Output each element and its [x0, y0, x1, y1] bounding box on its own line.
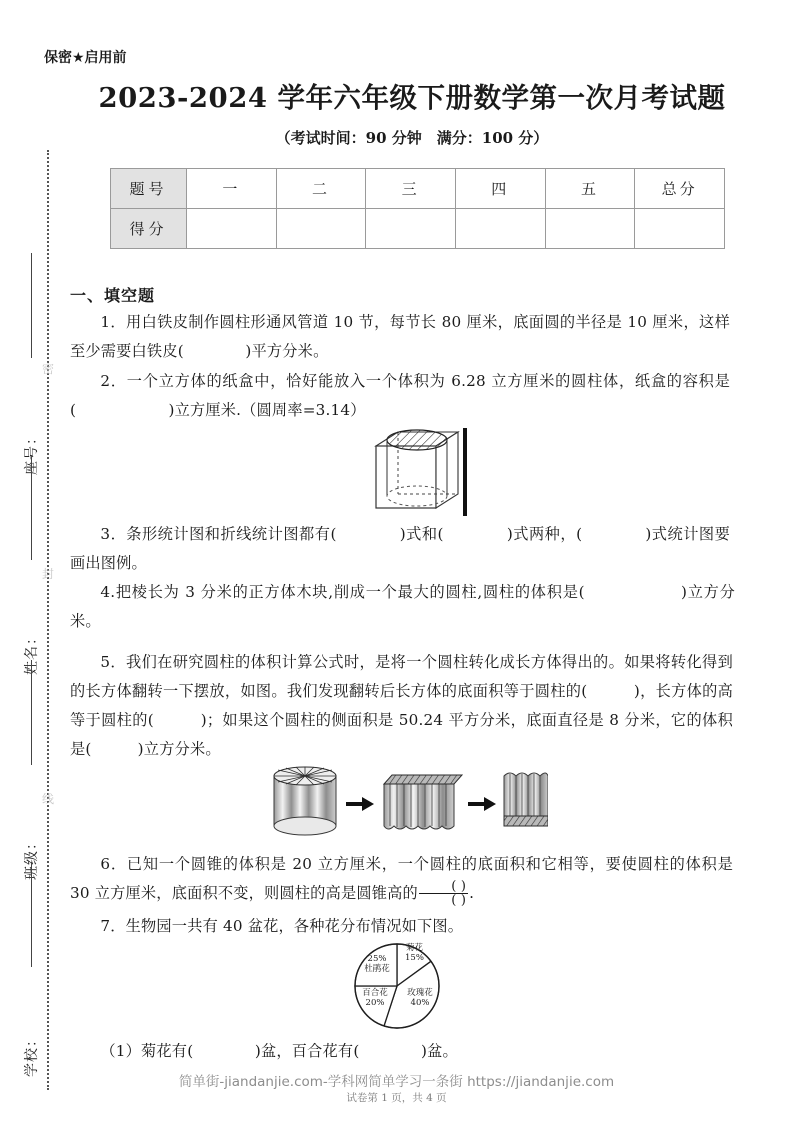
question-4: 4.把棱长为 3 分米的正方体木块,削成一个最大的圆柱,圆柱的体积是( )立方分米。 — [70, 583, 735, 630]
question-1: 1．用白铁皮制作圆柱形通风管道 10 节，每节长 80 厘米，底面圆的半径是 10 厘米，这样至少需要白铁皮( )平方分米。 — [70, 313, 730, 360]
question-6-fraction — [419, 880, 468, 907]
table-row-scores — [111, 209, 725, 249]
score-cell-2[interactable] — [366, 209, 456, 249]
seal-field-seat-number: 座号： — [24, 430, 40, 475]
question-6-text: 6．已知一个圆锥的体积是 20 立方厘米，一个圆柱的底面积和它相等，要使圆柱的体积是 30 立方厘米，底面积不变，则圆柱的高是圆锥高的 — [70, 855, 733, 902]
exam-subtitle: （考试时间：90 分钟 满分：100 分） — [275, 129, 549, 147]
question-2: 2．一个立方体的纸盒中，恰好能放入一个体积为 6.28 立方厘米的圆柱体，纸盒的容积是( )立方厘米.（圆周率=3.14） — [70, 372, 730, 419]
figure-cylinder-to-cuboid-transformation — [258, 762, 548, 842]
score-table-col-0: 一 — [187, 169, 277, 209]
score-cell-5[interactable] — [635, 209, 725, 249]
score-table-col-3: 四 — [455, 169, 545, 209]
secret-label: 保密★启用前 — [44, 50, 127, 66]
figure-cube-with-inscribed-cylinder — [358, 424, 478, 524]
score-table-col-1: 二 — [276, 169, 366, 209]
section-title-fill-in-blanks: 一、填空题 — [70, 286, 156, 305]
score-table-col-2: 三 — [366, 169, 456, 209]
score-table-row-header-0: 题号 — [111, 169, 187, 209]
seal-dotted-line — [47, 150, 49, 1090]
arrow-right-icon-2 — [468, 797, 496, 811]
pie-label-chrysanthemum: 菊花 15% — [405, 943, 424, 963]
score-cell-4[interactable] — [545, 209, 635, 249]
seal-sidebar — [0, 0, 62, 1122]
score-cell-3[interactable] — [455, 209, 545, 249]
score-cell-1[interactable] — [276, 209, 366, 249]
pie-label-azalea: 25% 杜鹃花 — [364, 954, 390, 974]
seal-char-2: 线 — [41, 792, 54, 806]
fraction-denominator: ( ) — [419, 893, 468, 907]
score-table-col-5: 总分 — [635, 169, 725, 209]
arrow-right-icon-1 — [346, 797, 374, 811]
question-5: 5．我们在研究圆柱的体积计算公式时，是将一个圆柱转化成长方体得出的。如果将转化得到的长方体翻转一下摆放，如图。我们发现翻转后长方体的底面积等于圆柱的( )，长方体的高等于圆柱的( )；如果这个圆柱的侧面积是 50.24 平方分米，底面直径是 8 分米，它的体积是( )立方分米。 — [70, 653, 733, 758]
footer-watermark: 简单街-jiandanjie.com-学科网简单学习一条街 https://jiandanjie.com — [178, 1074, 615, 1090]
page-title: 2023-2024 学年六年级下册数学第一次月考试题 — [98, 82, 726, 114]
pie-label-rose: 玫瑰花 40% — [407, 988, 433, 1008]
score-table — [110, 168, 725, 249]
question-7: 7．生物园一共有 40 盆花，各种花分布情况如下图。 — [100, 917, 464, 935]
question-6 — [70, 850, 733, 908]
seal-char-0: 密 — [41, 362, 54, 376]
score-table-row-header-1: 得分 — [111, 209, 187, 249]
question-3: 3．条形统计图和折线统计图都有( )式和( )式两种，( )式统计图要画出图例。 — [70, 525, 730, 572]
question-7-sub-1: （1）菊花有( )盆，百合花有( )盆。 — [100, 1042, 458, 1060]
pie-label-lily: 百合花 20% — [362, 988, 388, 1008]
question-6-tail: . — [469, 884, 475, 902]
fraction-numerator: ( ) — [451, 879, 467, 894]
score-cell-0[interactable] — [187, 209, 277, 249]
pie-chart-flower-distribution — [345, 941, 455, 1036]
seal-field-school: 学校： — [24, 1032, 40, 1077]
seal-field-rule-0 — [31, 253, 32, 358]
seal-field-class: 班级： — [24, 835, 40, 880]
footer-page-number: 试卷第 1 页，共 4 页 — [346, 1092, 447, 1104]
table-row-question-numbers — [111, 169, 725, 209]
seal-field-name: 姓名： — [24, 630, 40, 675]
seal-char-1: 封 — [41, 567, 54, 581]
score-table-col-4: 五 — [545, 169, 635, 209]
